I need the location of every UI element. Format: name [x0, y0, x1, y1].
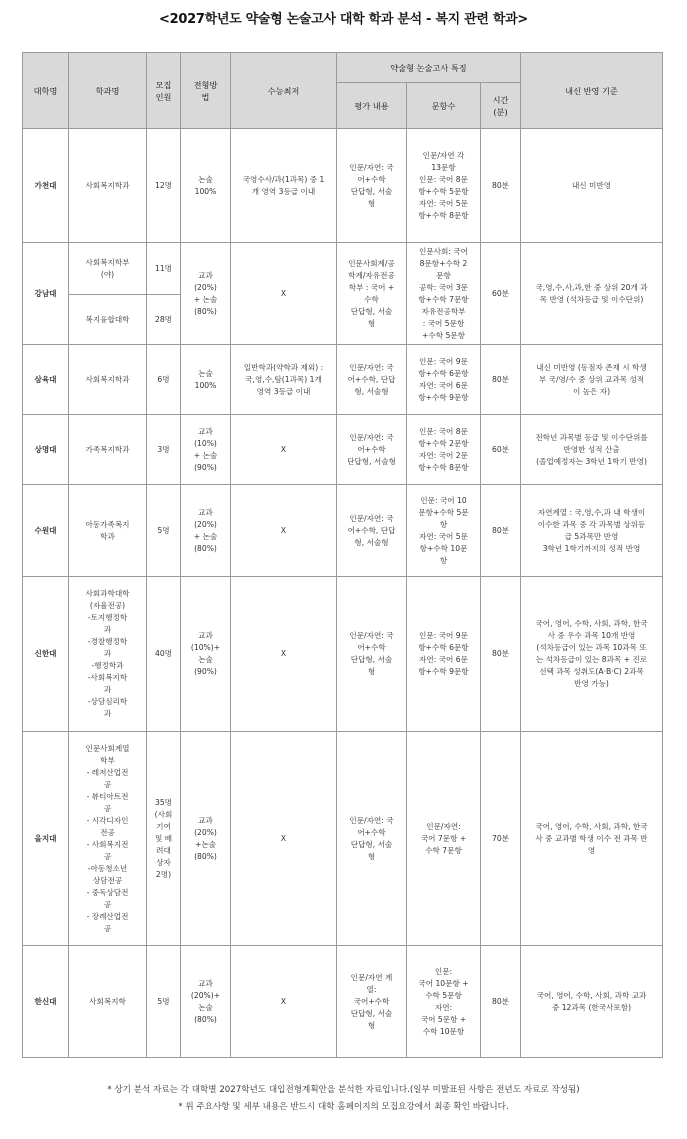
department-name: 가족복지학과 [69, 415, 147, 485]
csat-minimum: X [231, 243, 337, 345]
selection-method: 교과 (10%) + 논술 (90%) [181, 415, 231, 485]
gpa-criteria: 내신 미반영 [521, 129, 663, 243]
footnote: * 위 주요사항 및 세부 내용은 반드시 대학 홈페이지의 모집요강에서 최종 확인 바랍니다. [178, 1102, 509, 1112]
university-name: 삼육대 [23, 345, 69, 415]
university-name: 신한대 [23, 577, 69, 732]
department-name: 사회복지학과 [69, 129, 147, 243]
quota: 3명 [147, 415, 181, 485]
selection-method: 논술 100% [181, 345, 231, 415]
table-row [23, 732, 663, 946]
header-features-group: 약술형 논술고사 특징 [337, 53, 521, 83]
exam-time: 60분 [481, 243, 521, 345]
header-method: 전형방 법 [181, 53, 231, 129]
university-name: 강남대 [23, 243, 69, 345]
evaluation-content: 인문/자연: 국 어+수학 단답형, 서술 형 [337, 129, 407, 243]
department-name: 사회복지학과 [69, 345, 147, 415]
gpa-criteria: 국,영,수,사,과,한 중 상위 20개 과 목 반영 (석차등급 및 이수단위) [521, 243, 663, 345]
question-count: 인문: 국어 9문 항+수학 6문항 자연: 국어 6문 항+수학 9문항 [407, 577, 481, 732]
table-row [23, 415, 663, 485]
quota: 5명 [147, 946, 181, 1058]
exam-time: 80분 [481, 129, 521, 243]
csat-minimum: X [231, 946, 337, 1058]
selection-method: 논술 100% [181, 129, 231, 243]
csat-minimum: X [231, 415, 337, 485]
header-department: 학과명 [69, 53, 147, 129]
evaluation-content: 인문/자연: 국 어+수학 단답형, 서술형 [337, 415, 407, 485]
gpa-criteria: 국어, 영어, 수학, 사회, 과학, 한국 사 중 교과별 학생 이수 전 과목 반 영 [521, 732, 663, 946]
university-name: 수원대 [23, 485, 69, 577]
evaluation-content: 인문/자연: 국 어+수학 단답형, 서술 형 [337, 732, 407, 946]
question-count: 인문: 국어 9문 항+수학 6문항 자연: 국어 6문 항+수학 9문항 [407, 345, 481, 415]
department-name: 사회복지학 [69, 946, 147, 1058]
header-gpa-criteria: 내신 반영 기준 [521, 53, 663, 129]
csat-minimum: X [231, 577, 337, 732]
selection-method: 교과 (20%)+ 논술 (80%) [181, 946, 231, 1058]
gpa-criteria: 국어, 영어, 수학, 사회, 과학 교과 중 12과목 (한국사포함) [521, 946, 663, 1058]
question-count: 인문/자연: 국어 7문항 + 수학 7문항 [407, 732, 481, 946]
analysis-table [22, 52, 663, 1058]
exam-time: 80분 [481, 345, 521, 415]
evaluation-content: 인문/자연: 국 어+수학, 단답 형, 서술형 [337, 485, 407, 577]
header-quota: 모집 인원 [147, 53, 181, 129]
selection-method: 교과 (20%) + 논술 (80%) [181, 485, 231, 577]
table-row [23, 243, 663, 295]
table-row [23, 946, 663, 1058]
department-name: 복지융합대학 [69, 295, 147, 345]
header-csat-minimum: 수능최저 [231, 53, 337, 129]
evaluation-content: 인문/자연: 국 어+수학, 단답 형, 서술형 [337, 345, 407, 415]
csat-minimum: 국영수사/과(1과목) 중 1 개 영역 3등급 이내 [231, 129, 337, 243]
quota: 11명 [147, 243, 181, 295]
exam-time: 80분 [481, 946, 521, 1058]
question-count: 인문사회: 국어 8문항+수학 2 문항 공학: 국어 3문 항+수학 7문항 자유전공학부 : 국어 5문항 +수학 5문항 [407, 243, 481, 345]
csat-minimum: 일반학과(약학과 제외) : 국,영,수,탐(1과목) 1개 영역 3등급 이내 [231, 345, 337, 415]
selection-method: 교과 (20%) + 논술 (80%) [181, 243, 231, 345]
footnote: * 상기 분석 자료는 각 대학별 2027학년도 대입전형계획안을 분석한 자료입니다.(일부 미발표된 사항은 전년도 자료로 작성됨) [107, 1085, 580, 1095]
department-name: 아동가족복지 학과 [69, 485, 147, 577]
department-name: 사회복지학부 (야) [69, 243, 147, 295]
university-name: 가천대 [23, 129, 69, 243]
footnotes [0, 1082, 687, 1116]
exam-time: 60분 [481, 415, 521, 485]
gpa-criteria: 자연계열 : 국,영,수,과 내 학생이 이수한 과목 중 각 과목별 상위등 급 5과목만 반영 3학년 1학기까지의 성적 반영 [521, 485, 663, 577]
quota: 28명 [147, 295, 181, 345]
exam-time: 80분 [481, 577, 521, 732]
csat-minimum: X [231, 485, 337, 577]
page-title: <2027학년도 약술형 논술고사 대학 학과 분석 - 복지 관련 학과> [159, 12, 528, 27]
gpa-criteria: 내신 미반영 (동점자 존재 시 학생 부 국/영/수 중 상위 교과목 성적 이 높은 자) [521, 345, 663, 415]
table-row [23, 129, 663, 243]
university-name: 한신대 [23, 946, 69, 1058]
exam-time: 70분 [481, 732, 521, 946]
selection-method: 교과 (10%)+ 논술 (90%) [181, 577, 231, 732]
evaluation-content: 인문사회계/공 학계/자유전공 학부 : 국어 + 수학 단답형, 서술 형 [337, 243, 407, 345]
question-count: 인문: 국어 10문항 + 수학 5문항 자연: 국어 5문항 + 수학 10문항 [407, 946, 481, 1058]
question-count: 인문/자연 각 13문항 인문: 국어 8문 항+수학 5문항 자연: 국어 5문 항+수학 8문항 [407, 129, 481, 243]
university-name: 상명대 [23, 415, 69, 485]
quota: 6명 [147, 345, 181, 415]
table-row [23, 485, 663, 577]
selection-method: 교과 (20%) +논술 (80%) [181, 732, 231, 946]
header-time: 시간 (분) [481, 83, 521, 129]
header-content: 평가 내용 [337, 83, 407, 129]
department-name: 인문사회계열 학부 - 레저산업전 공 - 뷰티아트전 공 - 시각디자인 전공 - 사회복지전 공 -아동청소년 상담전공 - 중독상담전 공 - 장례산업전 공 [69, 732, 147, 946]
quota: 40명 [147, 577, 181, 732]
question-count: 인문: 국어 10 문항+수학 5문 항 자연: 국어 5문 항+수학 10문 항 [407, 485, 481, 577]
question-count: 인문: 국어 8문 항+수학 2문항 자연: 국어 2문 항+수학 8문항 [407, 415, 481, 485]
header-questions: 문항수 [407, 83, 481, 129]
evaluation-content: 인문/자연 계 열: 국어+수학 단답형, 서술 형 [337, 946, 407, 1058]
quota: 35명 (사회 기여 및 배 려대 상자 2명) [147, 732, 181, 946]
department-name: 사회과학대학 (자율전공) -토지행정학 과 -경찰행정학 과 -행정학과 -사회복지학 과 -상담심리학 과 [69, 577, 147, 732]
header-university: 대학명 [23, 53, 69, 129]
gpa-criteria: 국어, 영어, 수학, 사회, 과학, 한국 사 중 우수 과목 10개 반영 (석차등급이 있는 과목 10과목 또 는 석차등급이 있는 8과목 + 진로 선택 과목 성취도(A·B·C) 2과목 반영 가능) [521, 577, 663, 732]
gpa-criteria: 전학년 과목별 등급 및 이수단위를 반영한 성적 산출 (졸업예정자는 3학년 1학기 반영) [521, 415, 663, 485]
table-row [23, 345, 663, 415]
exam-time: 80분 [481, 485, 521, 577]
university-name: 을지대 [23, 732, 69, 946]
table-row [23, 577, 663, 732]
csat-minimum: X [231, 732, 337, 946]
quota: 12명 [147, 129, 181, 243]
evaluation-content: 인문/자연: 국 어+수학 단답형, 서술 형 [337, 577, 407, 732]
quota: 5명 [147, 485, 181, 577]
